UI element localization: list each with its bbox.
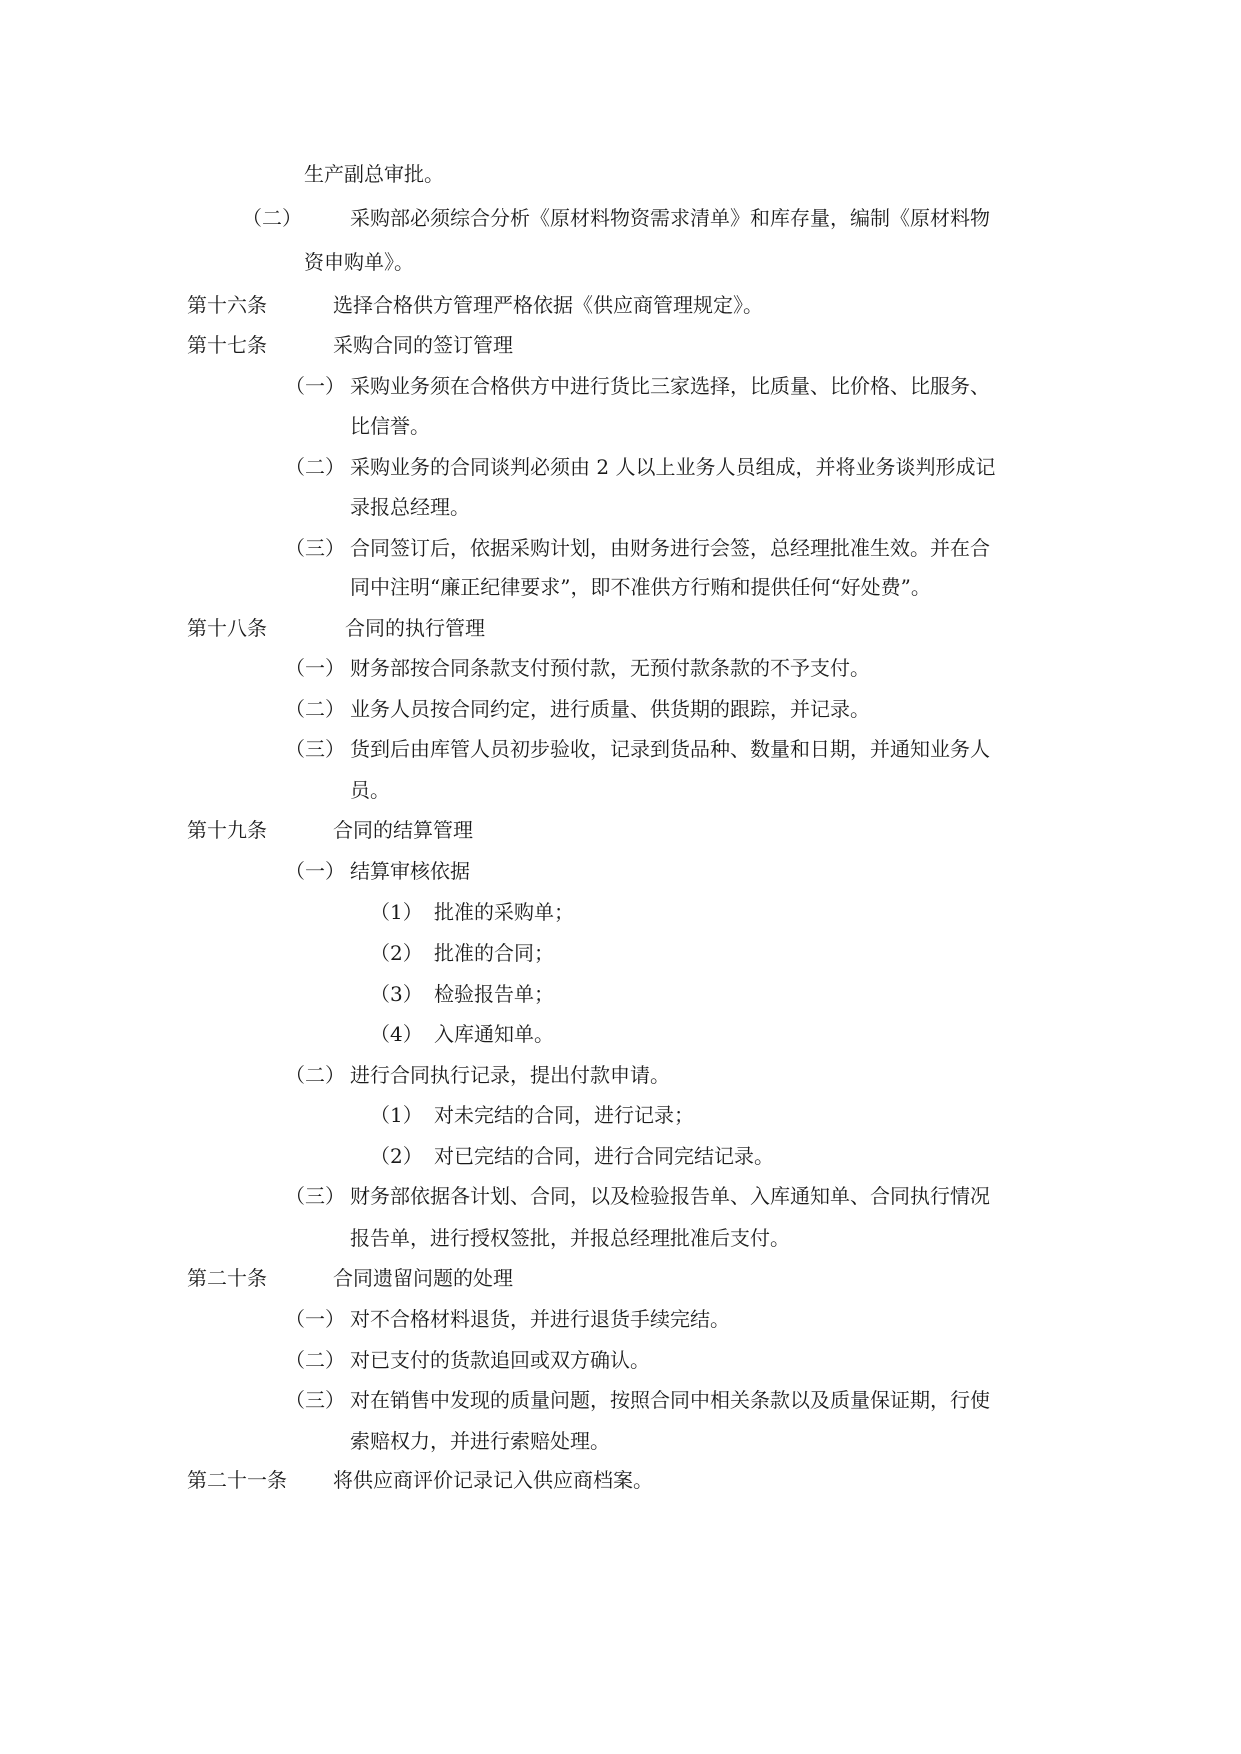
- line-item-2-requisition-label: （二）: [242, 206, 302, 230]
- line-article-21-label: 第二十一条: [187, 1468, 287, 1492]
- line-article-21-text: 将供应商评价记录记入供应商档案。: [333, 1468, 653, 1492]
- line-a17-item-3-label: （三）: [285, 536, 345, 560]
- line-a17-item-3-text: 合同签订后，依据采购计划，由财务进行会签，总经理批准生效。并在合: [350, 536, 990, 560]
- line-article-18-label: 第十八条: [187, 616, 267, 640]
- line-article-16-label: 第十六条: [187, 293, 267, 317]
- line-a18-item-3-label: （三）: [285, 737, 345, 761]
- line-a20-item-2-text: 对已支付的货款追回或双方确认。: [350, 1348, 650, 1372]
- line-a19-1-sub-1-text: 批准的采购单；: [434, 900, 574, 924]
- line-a17-item-2-label: （二）: [285, 455, 345, 479]
- line-article-17-label: 第十七条: [187, 333, 267, 357]
- line-a19-item-1-text: 结算审核依据: [350, 859, 470, 883]
- line-a19-1-sub-2-label: （2）: [370, 941, 423, 965]
- line-a19-item-1-label: （一）: [285, 859, 345, 883]
- line-a19-2-sub-2-label: （2）: [370, 1144, 423, 1168]
- line-article-19-text: 合同的结算管理: [333, 818, 473, 842]
- line-a18-item-1-label: （一）: [285, 656, 345, 680]
- line-a18-item-1-text: 财务部按合同条款支付预付款，无预付款条款的不予支付。: [350, 656, 870, 680]
- line-a19-item-3-cont: 报告单，进行授权签批，并报总经理批准后支付。: [350, 1226, 790, 1250]
- line-article-18-text: 合同的执行管理: [345, 616, 485, 640]
- line-a19-1-sub-4-text: 入库通知单。: [434, 1022, 554, 1046]
- line-a19-item-2-text: 进行合同执行记录，提出付款申请。: [350, 1063, 670, 1087]
- line-a17-item-2-cont: 录报总经理。: [350, 495, 470, 519]
- line-a19-1-sub-3-label: （3）: [370, 982, 423, 1006]
- line-article-16-text: 选择合格供方管理严格依据《供应商管理规定》。: [333, 293, 763, 317]
- line-a19-1-sub-3-text: 检验报告单；: [434, 982, 554, 1006]
- line-article-20-label: 第二十条: [187, 1266, 267, 1290]
- line-a19-1-sub-2-text: 批准的合同；: [434, 941, 554, 965]
- line-article-20-text: 合同遗留问题的处理: [333, 1266, 513, 1290]
- line-a20-item-1-text: 对不合格材料退货，并进行退货手续完结。: [350, 1307, 730, 1331]
- line-a19-2-sub-1-text: 对未完结的合同，进行记录；: [434, 1103, 694, 1127]
- line-a18-item-3-text: 货到后由库管人员初步验收，记录到货品种、数量和日期，并通知业务人: [350, 737, 990, 761]
- line-a18-item-3-cont: 员。: [350, 778, 390, 802]
- line-a19-item-3-text: 财务部依据各计划、合同，以及检验报告单、入库通知单、合同执行情况: [350, 1184, 990, 1208]
- line-a19-1-sub-1-label: （1）: [370, 900, 423, 924]
- line-a19-2-sub-1-label: （1）: [370, 1103, 423, 1127]
- line-article-19-label: 第十九条: [187, 818, 267, 842]
- line-a17-item-2-text: 采购业务的合同谈判必须由 2 人以上业务人员组成，并将业务谈判形成记: [350, 455, 996, 479]
- line-a17-item-3-cont: 同中注明“廉正纪律要求”，即不准供方行贿和提供任何“好处费”。: [350, 575, 931, 599]
- line-article-17-text: 采购合同的签订管理: [333, 333, 513, 357]
- line-cont-approval: 生产副总审批。: [304, 162, 444, 186]
- line-a17-item-1-label: （一）: [285, 374, 345, 398]
- line-a20-item-3-text: 对在销售中发现的质量问题，按照合同中相关条款以及质量保证期，行使: [350, 1388, 990, 1412]
- line-item-2-requisition-cont: 资申购单》。: [304, 250, 414, 274]
- line-a19-1-sub-4-label: （4）: [370, 1022, 423, 1046]
- line-a19-2-sub-2-text: 对已完结的合同，进行合同完结记录。: [434, 1144, 774, 1168]
- line-a20-item-2-label: （二）: [285, 1348, 345, 1372]
- line-a17-item-1-cont: 比信誉。: [350, 414, 430, 438]
- line-a20-item-3-cont: 索赔权力，并进行索赔处理。: [350, 1429, 610, 1453]
- line-a19-item-3-label: （三）: [285, 1184, 345, 1208]
- line-a20-item-1-label: （一）: [285, 1307, 345, 1331]
- line-a17-item-1-text: 采购业务须在合格供方中进行货比三家选择，比质量、比价格、比服务、: [350, 374, 990, 398]
- line-a18-item-2-label: （二）: [285, 697, 345, 721]
- line-a18-item-2-text: 业务人员按合同约定，进行质量、供货期的跟踪，并记录。: [350, 697, 870, 721]
- line-a19-item-2-label: （二）: [285, 1063, 345, 1087]
- line-a20-item-3-label: （三）: [285, 1388, 345, 1412]
- line-item-2-requisition-text: 采购部必须综合分析《原材料物资需求清单》和库存量，编制《原材料物: [350, 206, 990, 230]
